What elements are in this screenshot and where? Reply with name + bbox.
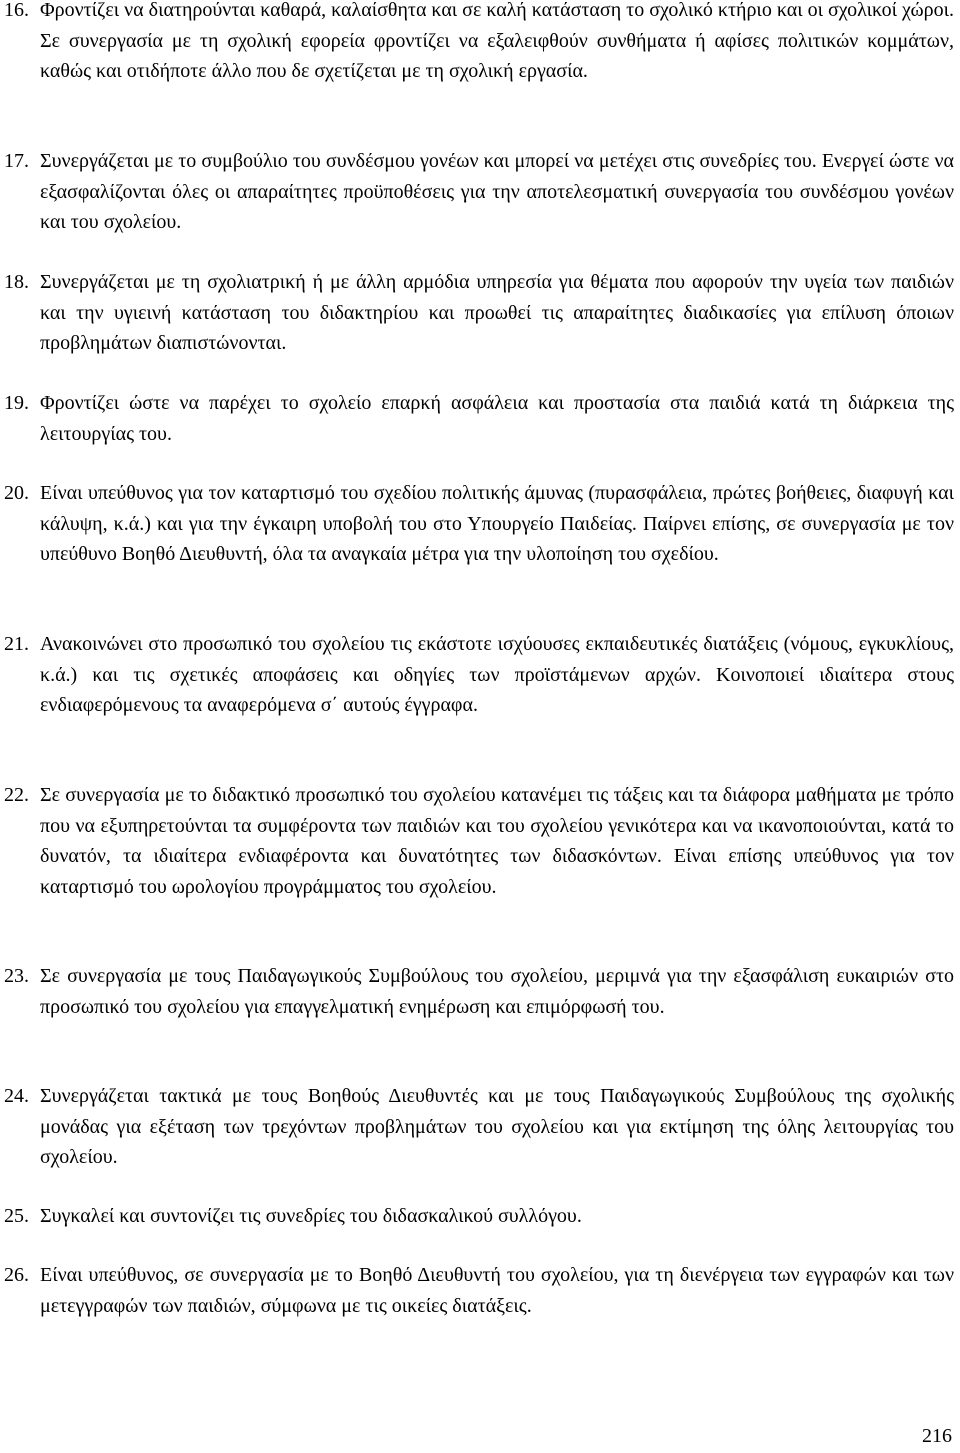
item-text: Σε συνεργασία με το διδακτικό προσωπικό του σχολείου κατανέμει τις τάξεις και τα διάφορα μαθήματα με τρόπο που να εξυπηρετούνται τα συμφέροντα των παιδιών και του σχολείου γενικότερα και να ικανοποιούνται, κατά το δυνατόν, τα ιδιαίτερα ενδιαφέροντα και δυνατότητες των διδασκόντων. Είναι επίσης υπεύθυνος για τον καταρτισμό του ωρολογίου προγράμματος του σχολείου. — [40, 784, 954, 898]
list-item-21 — [0, 629, 960, 721]
item-number: 25. — [4, 1205, 29, 1227]
item-number: 23. — [4, 965, 29, 987]
list-item-25 — [0, 1201, 960, 1232]
item-number: 16. — [4, 0, 29, 21]
item-number: 20. — [4, 482, 29, 504]
list-item-23 — [0, 961, 960, 1022]
item-text: Συνεργάζεται με τη σχολιατρική ή με άλλη αρμόδια υπηρεσία για θέματα που αφορούν την υγεία των παιδιών και την υγιεινή κατάσταση του διδακτηρίου και προωθεί τις απαραίτητες διαδικασίες για επίλυση όποιων προβλημάτων διαπιστώνονται. — [40, 271, 954, 354]
item-number: 19. — [4, 392, 29, 414]
item-number: 26. — [4, 1264, 29, 1286]
page-number: 216 — [922, 1425, 952, 1447]
list-item-16 — [0, 0, 960, 87]
item-text: Είναι υπεύθυνος, σε συνεργασία με το Βοηθό Διευθυντή του σχολείου, για τη διενέργεια των εγγραφών και των μετεγγραφών των παιδιών, σύμφωνα με τις οικείες διατάξεις. — [40, 1264, 954, 1317]
item-number: 24. — [4, 1085, 29, 1107]
item-text: Σε συνεργασία με τους Παιδαγωγικούς Συμβούλους του σχολείου, μεριμνά για την εξασφάλιση ευκαιριών στο προσωπικό του σχολείου για επαγγελματική ενημέρωση και επιμόρφωσή του. — [40, 965, 954, 1018]
list-item-24 — [0, 1081, 960, 1173]
item-number: 18. — [4, 271, 29, 293]
item-text: Είναι υπεύθυνος για τον καταρτισμό του σχεδίου πολιτικής άμυνας (πυρασφάλεια, πρώτες βοήθειες, διαφυγή και κάλυψη, κ.ά.) και για την έγκαιρη υποβολή του στο Υπουργείο Παιδείας. Παίρνει επίσης, σε συνεργασία με τον υπεύθυνο Βοηθό Διευθυντή, όλα τα αναγκαία μέτρα για την υλοποίηση του σχεδίου. — [40, 482, 954, 565]
item-text: Συνεργάζεται με το συμβούλιο του συνδέσμου γονέων και μπορεί να μετέχει στις συνεδρίες του. Ενεργεί ώστε να εξασφαλίζονται όλες οι απαραίτητες προϋποθέσεις για την αποτελεσματική συνεργασία του συνδέσμου γονέων και του σχολείου. — [40, 150, 954, 233]
item-text: Φροντίζει ώστε να παρέχει το σχολείο επαρκή ασφάλεια και προστασία στα παιδιά κατά τη διάρκεια της λειτουργίας του. — [40, 392, 954, 445]
list-item-20 — [0, 478, 960, 570]
list-item-19 — [0, 388, 960, 449]
item-text: Φροντίζει να διατηρούνται καθαρά, καλαίσθητα και σε καλή κατάσταση το σχολικό κτήριο και οι σχολικοί χώροι. Σε συνεργασία με τη σχολική εφορεία φροντίζει να εξαλειφθούν συνθήματα ή αφίσες πολιτικών κομμάτων, καθώς και οτιδήποτε άλλο που δε σχετίζεται με τη σχολική εργασία. — [40, 0, 954, 82]
item-number: 21. — [4, 633, 29, 655]
item-number: 17. — [4, 150, 29, 172]
list-item-26 — [0, 1260, 960, 1321]
list-item-18 — [0, 267, 960, 359]
item-text: Ανακοινώνει στο προσωπικό του σχολείου τις εκάστοτε ισχύουσες εκπαιδευτικές διατάξεις (νόμους, εγκυκλίους, κ.ά.) και τις σχετικές αποφάσεις και οδηγίες των προϊστάμενων αρχών. Κοινοποιεί ιδιαίτερα στους ενδιαφερόμενους τα αναφερόμενα σ΄ αυτούς έγγραφα. — [40, 633, 954, 716]
list-item-22 — [0, 780, 960, 902]
item-text: Συνεργάζεται τακτικά με τους Βοηθούς Διευθυντές και με τους Παιδαγωγικούς Συμβούλους της σχολικής μονάδας για εξέταση των τρεχόντων προβλημάτων του σχολείου και για εκτίμηση της όλης λειτουργίας του σχολείου. — [40, 1085, 954, 1168]
item-text: Συγκαλεί και συντονίζει τις συνεδρίες του διδασκαλικού συλλόγου. — [40, 1205, 582, 1227]
list-item-17 — [0, 146, 960, 238]
item-number: 22. — [4, 784, 29, 806]
